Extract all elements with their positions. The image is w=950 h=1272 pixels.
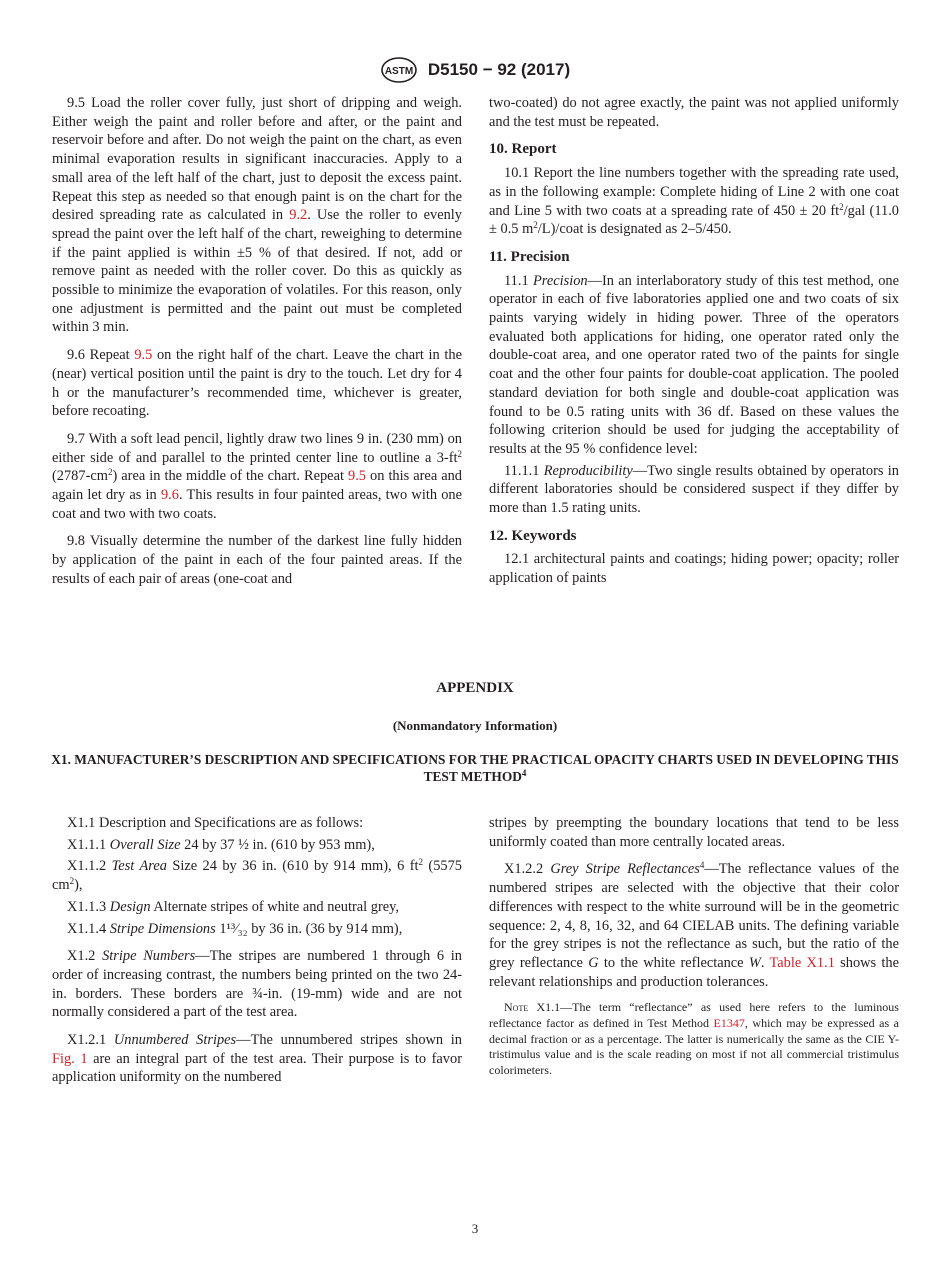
paragraph-12-1: 12.1 architectural paints and coatings; hiding power; opacity; roller application of paints <box>489 551 899 587</box>
paragraph-x1-2: X1.2 Stripe Numbers—The stripes are numbered 1 through 6 in order of increasing contrast, the numbers being printed on the two 24-in. borders. These borders are ¾-in. (19-mm) wide and are not normally considered a part of the test area. <box>52 948 462 1021</box>
paragraph-x1-1-3: X1.1.3 Design Alternate stripes of white and neutral grey, <box>67 898 400 915</box>
paragraph-11-1-1: 11.1.1 Reproducibility—Two single results obtained by operators in different laboratories should be considered suspect if they differ by more than 1.5 rating units. <box>489 462 899 517</box>
appendix-subtitle: (Nonmandatory Information) <box>392 718 558 733</box>
note-x1-1: Note X1.1—The term “reflectance” as used here refers to the luminous reflectance factor as defined in Test Method E1347, which may be expressed as a decimal fraction or as a percentage. The latter is numerically the same as the CIE Y-tristimulus value and is the scale reading on most if not all commercial tristimulus colorimeters. <box>489 1000 900 1077</box>
page-number: 3 <box>471 1221 479 1236</box>
paragraph-continuation: two-coated) do not agree exactly, the paint was not applied uniformly and the test must be repeated. <box>489 95 899 130</box>
section-heading-precision: 11. Precision <box>489 248 570 265</box>
appendix-title: APPENDIX <box>436 680 514 696</box>
link-section-9-5[interactable]: 9.5 <box>134 347 153 364</box>
link-section-9-5[interactable]: 9.5 <box>348 468 366 485</box>
section-heading-report: 10. Report <box>489 141 557 158</box>
lower-right-column <box>489 814 899 1087</box>
svg-text:ASTM: ASTM <box>384 66 414 77</box>
link-section-9-6[interactable]: 9.6 <box>160 487 179 504</box>
upper-left-column <box>52 94 462 598</box>
link-table-x1-1[interactable]: Table X1.1 <box>769 954 835 971</box>
section-heading-keywords: 12. Keywords <box>489 527 577 544</box>
paragraph-x1-1-4: X1.1.4 Stripe Dimensions 1¹³⁄₃₂ by 36 in. (36 by 914 mm), <box>67 920 403 937</box>
paragraph-9-8: 9.8 Visually determine the number of the darkest line fully hidden by application of the paint in each of the four painted areas. If the results of each pair of areas (one-coat and <box>52 533 463 587</box>
link-section-9-2[interactable]: 9.2 <box>289 207 308 224</box>
page-header <box>0 56 950 84</box>
document-designation: D5150 − 92 (2017) <box>427 60 571 79</box>
link-e1347[interactable]: E1347 <box>713 1015 745 1030</box>
paragraph-10-1: 10.1 Report the line numbers together with the spreading rate used, as in the following example: Complete hiding of Line 2 with one coat and Line 5 with two coats at a spreading rate of 450 ± 20 $ft^2$/gal (11.0 ± 0.5 $m^2/L$)/coat is designated as 2–5/450. <box>489 165 899 238</box>
paragraph-x1-2-2: X1.2.2 Grey Stripe Reflectances$^4$—The reflectance values of the numbered stripes are selected with the objective that their color differences with respect to the white surround will be in the geometric sequence: 2, 4, 8, 16, 32, and 64 CIELAB units. The defining variable for the grey stripes is not the reflectance as such, but the ratio of the grey reflectance G to the white reflectance W. Table X1.1 shows the relevant relationships and production tolerances. <box>489 860 900 990</box>
paragraph-continuation: stripes by preempting the boundary locations that tend to be less uniformly coated than more centrally located areas. <box>489 815 899 850</box>
paragraph-9-5: 9.5 Load the roller cover fully, just short of dripping and weigh. Either weigh the paint and roller before and after, or the paint and reservoir before and after. Do not weigh the paint on the chart, as even minimal evaporation results in significant inaccuracies. Apply to a small area of the left half of the chart, just to deposit the excess paint. Repeat this step as needed so that enough paint is on the chart for the desired spreading rate as calculated in 9.2. Use the roller to evenly spread the paint over the left half of the chart, reweighing to determine if the paint applied is within ±5 % of that desired. If not, add or remove paint as needed with the roller cover. Do this as quickly as possible to minimize the evaporation of volatiles. For this reason, only one adjustment is permitted and the paint out must be completed within 3 min. <box>52 95 462 336</box>
paragraph-9-6: 9.6 Repeat 9.5 on the right half of the chart. Leave the chart in the (near) vertical position until the paint is dry to the touch. Let dry for 4 h or the manufacturer’s recommended time, whichever is greater, before recoating. <box>52 347 462 420</box>
paragraph-x1-1: X1.1 Description and Specifications are as follows: <box>67 815 364 831</box>
link-figure-1[interactable]: Fig. 1 <box>52 1050 88 1067</box>
paragraph-x1-1-1: X1.1.1 Overall Size 24 by 37 ½ in. (610 by 953 mm), <box>67 836 375 853</box>
appendix-section-title: X1. MANUFACTURER’S DESCRIPTION AND SPECIFICATIONS FOR THE PRACTICAL OPACITY CHARTS USED IN DEVELOPING THIS TEST METHOD$^4$ <box>51 752 899 784</box>
upper-right-column <box>489 94 899 597</box>
astm-logo-icon <box>380 56 418 84</box>
paragraph-11-1: 11.1 Precision—In an interlaboratory study of this test method, one operator in each of five laboratories applied one and two coats of six paints varying widely in hiding power. Three of the operators evaluated both applications for hiding, one operator rated only the double-coat area, and one operator rated two of the paints for single coat and the other four paints for double-coat application. The pooled standard deviation for both single and double-coat application was found to be 0.5 rating units with 36 df. Based on these values the following criterion should be used for judging the acceptability of results at the 95 % confidence level: <box>489 272 899 457</box>
paragraph-x1-1-2: X1.1.2 Test Area Size 24 by 36 in. (610 by 914 mm), 6 $ft^2$ (5575 $cm^2$), <box>52 857 462 894</box>
lower-left-column <box>52 814 462 1096</box>
paragraph-9-7: 9.7 With a soft lead pencil, lightly draw two lines 9 in. (230 mm) on either side of and parallel to the printed center line to outline a $3-ft^2$ $(2787-cm^2)$ area in the middle of the chart. Repeat 9.5 on this area and again let dry as in 9.6. This results in four painted areas, two with one coat and two with two coats. <box>52 430 463 522</box>
paragraph-x1-2-1: X1.2.1 Unnumbered Stripes—The unnumbered stripes shown in Fig. 1 are an integral part of the test area. Their purpose is to favor application uniformity on the numbered <box>52 1032 462 1086</box>
